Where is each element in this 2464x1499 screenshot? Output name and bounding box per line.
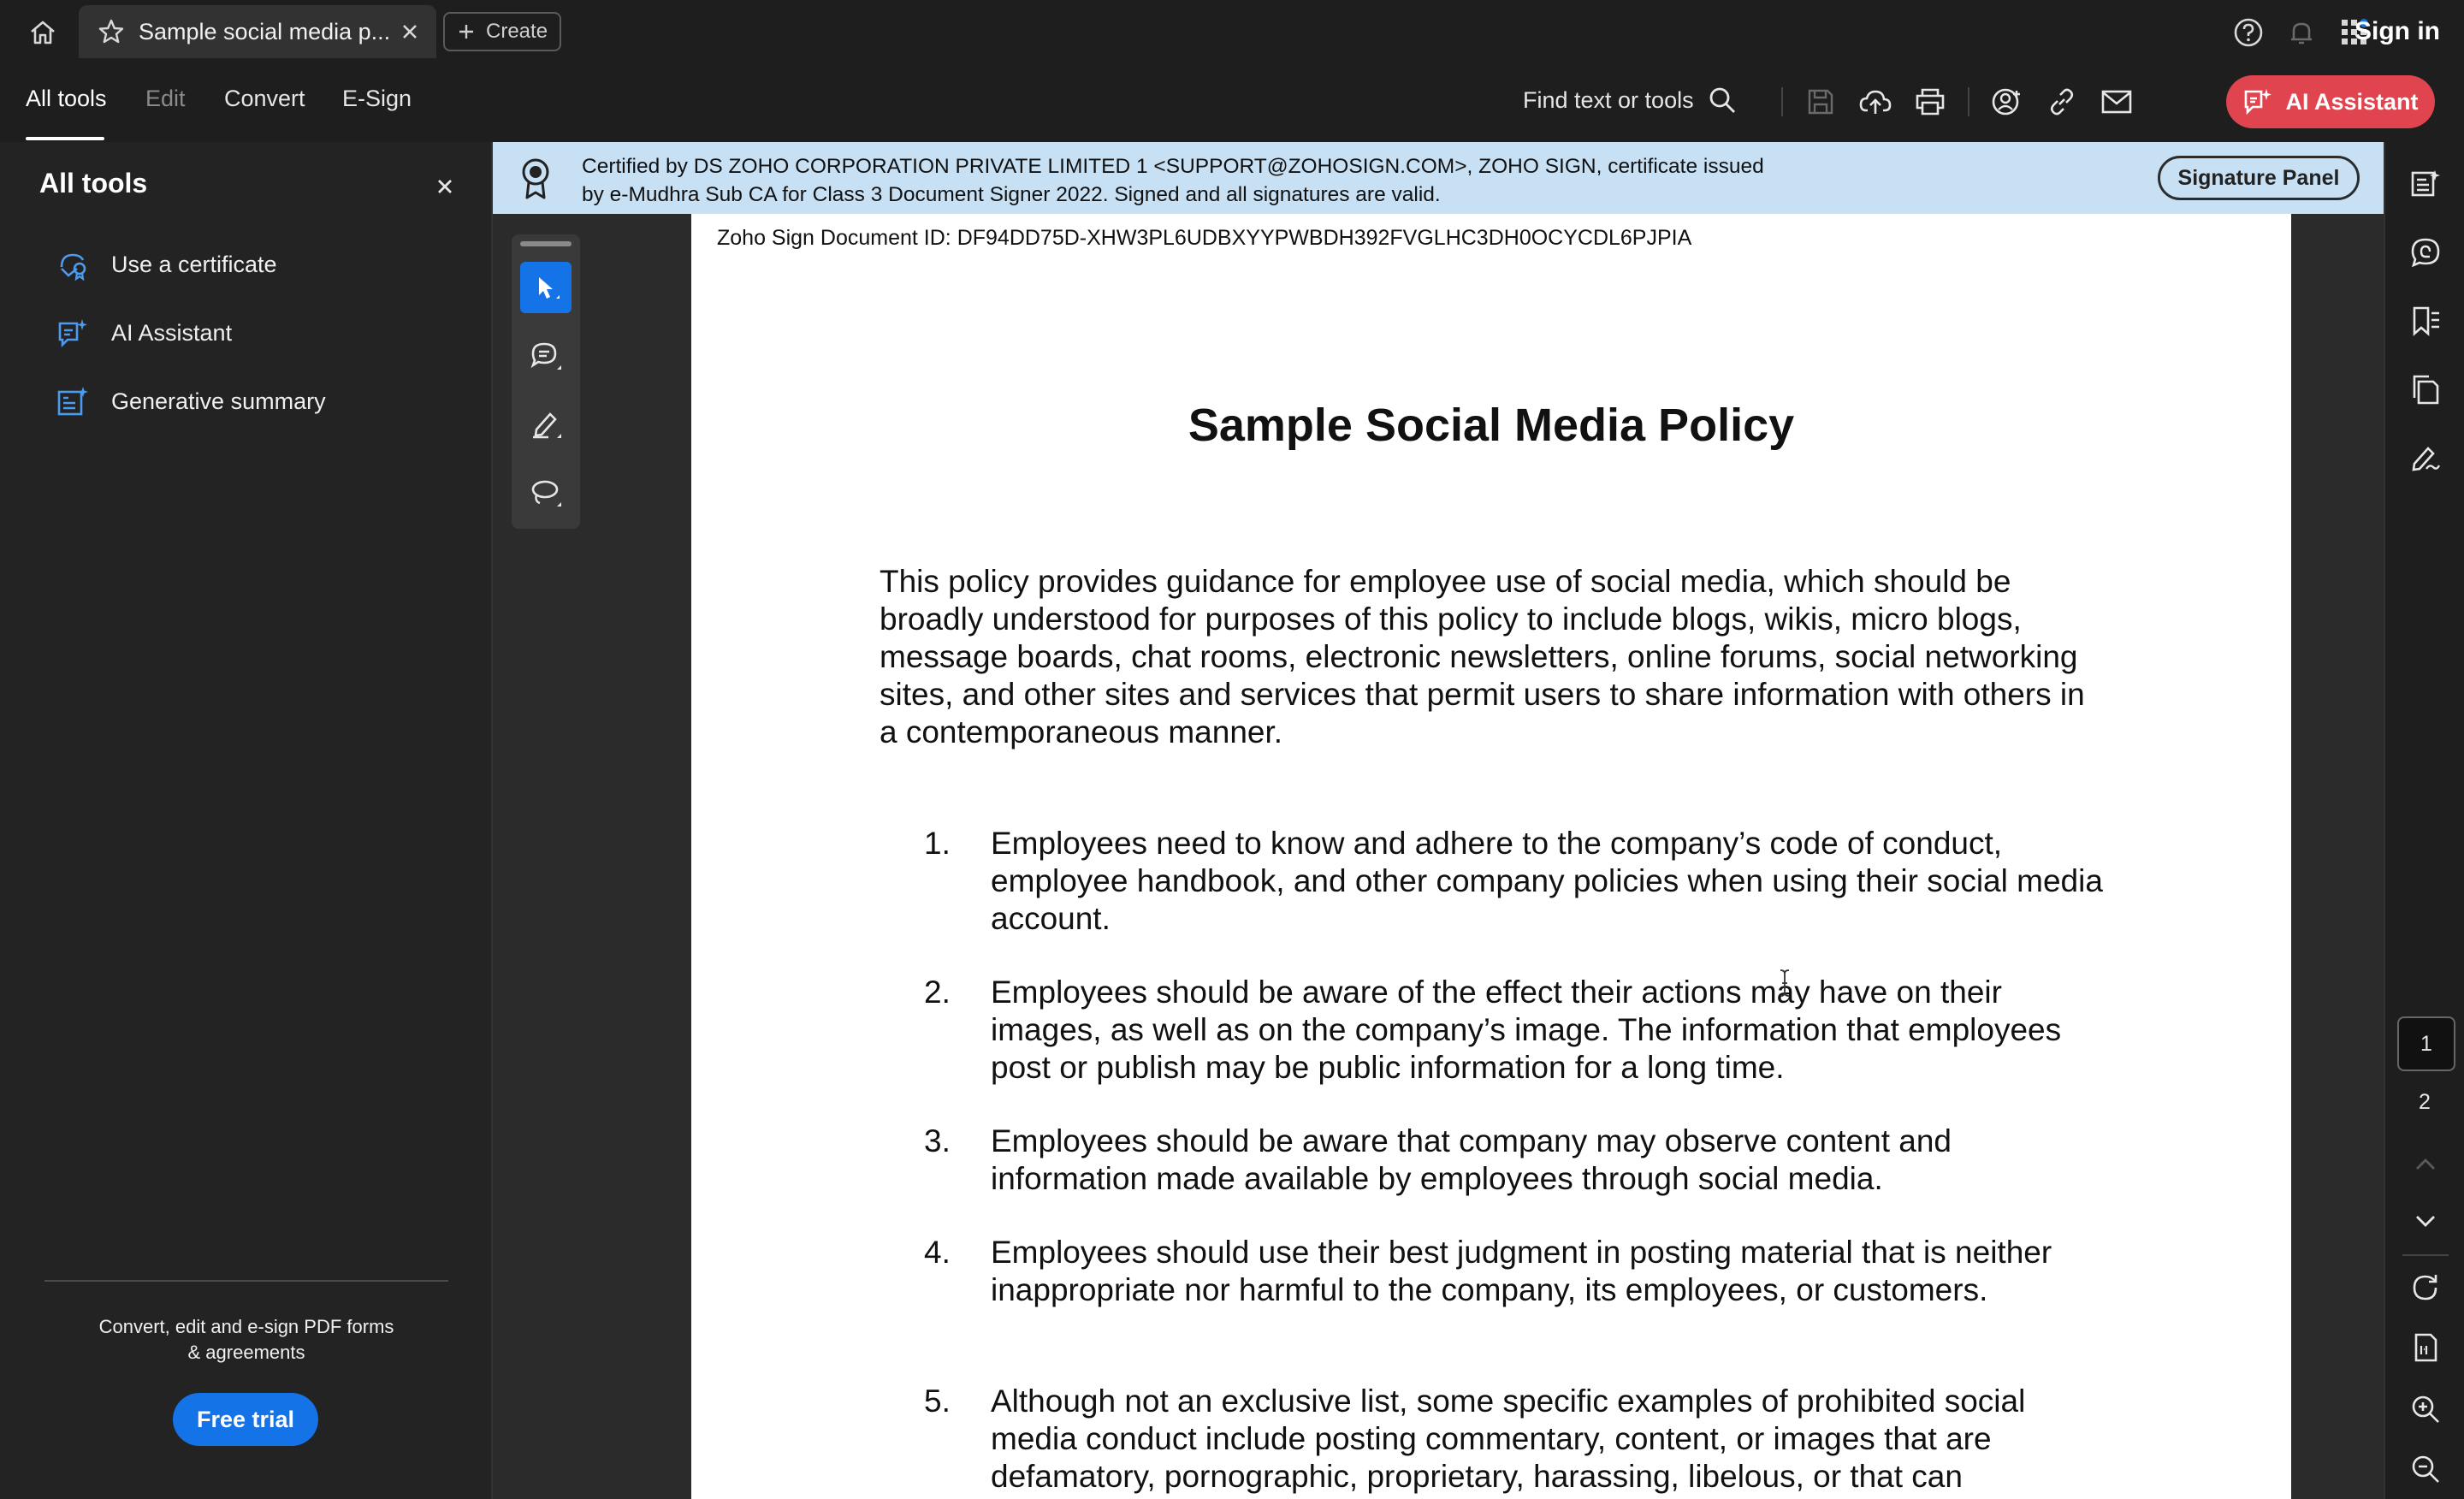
find-text-or-tools-button[interactable] — [1523, 86, 1737, 115]
tab-close-icon[interactable] — [397, 19, 423, 44]
title-bar — [0, 0, 2464, 62]
list-number: 1. — [924, 826, 951, 861]
comment-icon — [530, 341, 562, 371]
certificate-icon — [56, 248, 89, 281]
generative-summary-icon — [56, 385, 89, 418]
panel-divider — [44, 1280, 448, 1282]
list-text: Employees should be aware of the effect their actions may have on their images, as well as on the company’s image. The information that employees post or publish may be public information for a long time. — [991, 975, 2062, 1085]
tool-ai-assistant[interactable] — [56, 317, 232, 349]
tab-title: Sample social media p... — [139, 18, 391, 44]
plus-icon — [457, 22, 476, 41]
promo-line-2: & agreements — [187, 1342, 305, 1363]
document-tab[interactable] — [79, 5, 436, 58]
promo-text — [44, 1314, 448, 1366]
comment-tool-button[interactable] — [520, 330, 572, 382]
email-icon[interactable] — [2089, 82, 2144, 121]
list-number: 4. — [924, 1235, 951, 1270]
find-label: Find text or tools — [1523, 86, 1694, 113]
zoom-out-icon[interactable] — [2408, 1451, 2443, 1487]
tab-all-tools[interactable]: All tools — [26, 86, 107, 111]
text-cursor-icon — [1778, 969, 1792, 998]
comments-panel-icon[interactable] — [2408, 166, 2443, 202]
next-page-chevron-down-icon[interactable] — [2408, 1203, 2443, 1239]
star-icon[interactable] — [98, 18, 125, 45]
tool-use-a-certificate[interactable] — [56, 248, 277, 281]
bookmarks-icon[interactable] — [2408, 303, 2443, 339]
certified-ribbon-icon — [518, 157, 553, 200]
right-rail — [2384, 142, 2464, 1499]
signature-panel-button[interactable]: Signature Panel — [2158, 156, 2360, 200]
highlighter-pen-icon — [530, 409, 562, 440]
active-tab-indicator — [26, 137, 104, 140]
zoom-in-icon[interactable] — [2408, 1391, 2443, 1427]
lasso-icon — [530, 477, 562, 508]
page-1-button[interactable]: 1 — [2397, 1016, 2455, 1071]
rotate-refresh-icon[interactable] — [2408, 1270, 2443, 1306]
list-text: Employees need to know and adhere to the company’s code of conduct, employee handbook, and other company policies when using their social media account. — [991, 826, 2103, 936]
pdf-page[interactable] — [691, 214, 2291, 1499]
list-text: Although not an exclusive list, some specific examples of prohibited social media conduct include posting commentary, content, or images that are defamatory, pornographic, proprietary, harassing, libelous, or that can — [991, 1383, 2026, 1494]
create-label: Create — [486, 20, 548, 43]
page-2-button[interactable]: 2 — [2419, 1089, 2431, 1114]
main-toolbar — [0, 62, 2464, 143]
tool-label: Generative summary — [111, 388, 326, 414]
promo-line-1: Convert, edit and e-sign PDF forms — [98, 1316, 394, 1337]
list-number: 5. — [924, 1383, 951, 1419]
select-tool-button[interactable] — [520, 262, 572, 313]
quick-tools-bar — [512, 234, 580, 529]
page-thumbnails-icon[interactable] — [2408, 371, 2443, 407]
link-icon[interactable] — [2035, 82, 2089, 121]
home-button[interactable] — [24, 14, 62, 51]
toolbar-divider — [1968, 87, 1969, 116]
fit-page-icon[interactable] — [2408, 1330, 2443, 1366]
ai-assistant-icon — [2242, 86, 2273, 117]
ai-assistant-label: AI Assistant — [2285, 88, 2419, 115]
close-panel-icon[interactable] — [431, 173, 459, 200]
list-number: 2. — [924, 975, 951, 1010]
upload-cloud-icon[interactable] — [1848, 82, 1903, 121]
all-tools-panel — [0, 142, 493, 1499]
notifications-bell-icon[interactable] — [2284, 15, 2319, 50]
document-intro-paragraph: This policy provides guidance for employee use of social media, which should be broadly understood for purposes of this policy to include blogs, wikis, micro blogs, message boards, chat rooms, electronic newsletters, online forums, social networking sites, and other sites and services that permit users to share information with others in a contemporaneous manner. — [880, 564, 2085, 750]
cursor-arrow-icon — [531, 273, 560, 302]
tab-e-sign[interactable]: E-Sign — [342, 86, 412, 111]
save-icon[interactable] — [1793, 82, 1848, 121]
ai-assistant-button[interactable] — [2226, 75, 2435, 128]
document-title: Sample Social Media Policy — [1188, 400, 1795, 451]
tool-label: AI Assistant — [111, 319, 233, 346]
panel-title: All tools — [39, 168, 148, 198]
drag-handle[interactable] — [520, 241, 572, 246]
tool-label: Use a certificate — [111, 251, 277, 277]
free-trial-button[interactable]: Free trial — [173, 1393, 318, 1446]
rail-divider — [2402, 1254, 2449, 1256]
lasso-tool-button[interactable] — [520, 467, 572, 518]
list-text: Employees should be aware that company may observe content and information made available by employees through social media. — [991, 1123, 1952, 1196]
tab-edit[interactable]: Edit — [145, 86, 186, 111]
list-text: Employees should use their best judgment in posting material that is neither inappropriate nor harmful to the company, its employees, or customers. — [991, 1235, 2052, 1307]
draw-tool-button[interactable] — [520, 399, 572, 450]
document-workspace — [493, 214, 2384, 1499]
print-icon[interactable] — [1903, 82, 1958, 121]
list-number: 3. — [924, 1123, 951, 1158]
help-icon[interactable] — [2231, 15, 2266, 50]
create-button[interactable] — [443, 12, 561, 51]
home-icon — [28, 18, 57, 47]
tool-generative-summary[interactable] — [56, 385, 326, 418]
sign-in-button[interactable]: Sign in — [2354, 17, 2440, 45]
ai-assistant-icon — [56, 317, 89, 349]
tab-convert[interactable]: Convert — [224, 86, 305, 111]
previous-page-chevron-up-icon[interactable] — [2408, 1146, 2443, 1182]
comment-thread-icon[interactable] — [2408, 234, 2443, 270]
share-with-user-icon[interactable] — [1980, 82, 2035, 121]
document-id: Zoho Sign Document ID: DF94DD75D-XHW3PL6UDBXYYPWBDH392FVGLHC3DH0OCYCDL6PJPIA — [717, 226, 1692, 250]
certification-banner — [493, 142, 2384, 214]
certification-text: Certified by DS ZOHO CORPORATION PRIVATE LIMITED 1 <SUPPORT@ZOHOSIGN.COM>, ZOHO SIGN, certificate issued by e-Mudhra Sub CA for Class 3 Document Signer 2022. Signed and all signatures are valid. — [582, 155, 1764, 206]
search-icon — [1708, 86, 1737, 115]
toolbar-divider — [1781, 87, 1783, 116]
fill-and-sign-icon[interactable] — [2408, 440, 2443, 476]
